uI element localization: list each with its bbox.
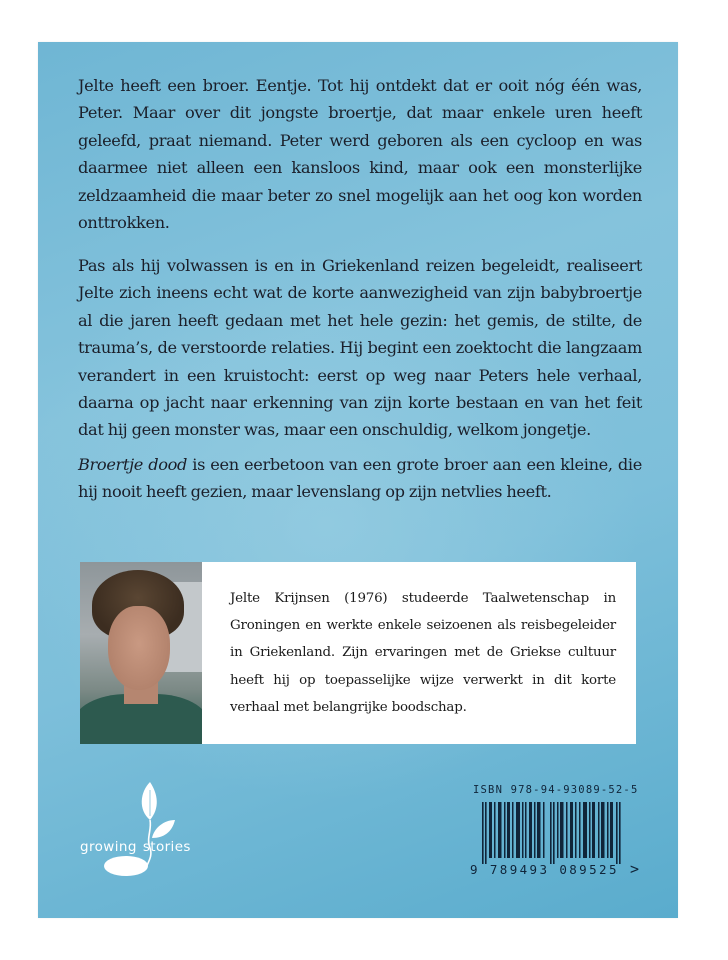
quiet-zone-arrow-icon: > xyxy=(630,860,640,878)
book-back-cover xyxy=(38,42,678,918)
author-photo xyxy=(80,562,202,744)
publisher-logo xyxy=(80,776,230,876)
publisher-word-stories: stories xyxy=(142,839,191,855)
isbn-label: ISBN 978-94-93089-52-5 xyxy=(473,784,639,796)
ean-digits: 9 789493 089525 xyxy=(470,862,619,877)
author-bio-box xyxy=(202,562,636,744)
author-bio: Jelte Krijnsen (1976) studeerde Taalwetenschap in Groningen en werkte enkele seizoenen als reisbegeleider in Griekenland. Zijn ervaringen met de Griekse cultuur heeft hij op toepasselijke wijze verwerkt in dit korte verhaal met belangrijke boodschap. xyxy=(230,591,616,715)
author-block xyxy=(80,562,636,744)
sprout-icon xyxy=(80,776,230,876)
blurb-paragraph-3-text: is een eerbetoon van een grote broer aan een kleine, die hij nooit heeft gezien, maar levenslang op zijn netvlies heeft. xyxy=(78,455,642,502)
blurb-paragraph-3 xyxy=(78,451,642,506)
blurb-paragraph-1: Jelte heeft een broer. Eentje. Tot hij ontdekt dat er ooit nóg één was, Peter. Maar over dit jongste broertje, dat maar enkele uren heeft geleefd, praat niemand. Peter werd geboren als een cycloop en was daarmee niet alleen een kansloos kind, maar ook een monsterlijke zeldzaamheid die maar beter zo snel mogelijk aan het oog kon worden onttrokken. xyxy=(78,76,642,233)
publisher-word-growing: growing xyxy=(80,839,137,855)
blurb-paragraph-2: Pas als hij volwassen is en in Griekenland reizen begeleidt, realiseert Jelte zich ineens echt wat de korte aanwezigheid van zijn babybroertje al die jaren heeft gedaan met het hele gezin: het gemis, de stilte, de trauma’s, de verstoorde relaties. Hij begint een zoektocht die langzaam verandert in een kruistocht: eerst op weg naar Peters hele verhaal, daarna op jacht naar erkenning van zijn korte bestaan en van het feit dat hij geen monster was, maar een onschuldig, welkom jongetje. xyxy=(78,256,642,440)
book-title-italic: Broertje dood xyxy=(78,455,188,474)
publisher-name xyxy=(80,839,191,855)
isbn-barcode xyxy=(468,780,640,884)
barcode-icon xyxy=(482,802,632,864)
